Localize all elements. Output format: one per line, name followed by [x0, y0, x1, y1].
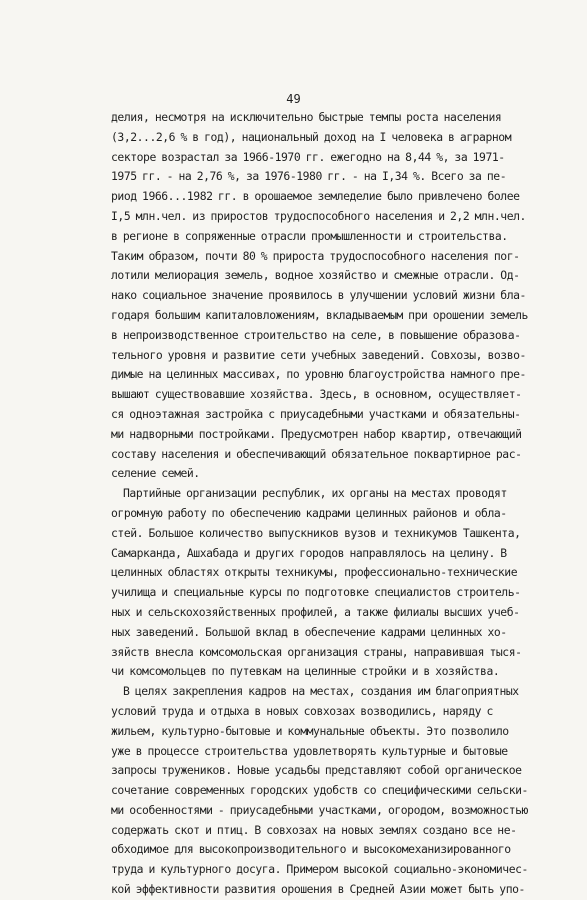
text-line: училища и специальные курсы по подготовке специалистов строитель- — [111, 585, 521, 600]
text-line: в непроизводственное строительство на селе, в повышение образова- — [111, 327, 521, 342]
text-line: годаря большим капиталовложениям, вкладываемым при орошении земель — [111, 307, 528, 322]
text-line: сочетание современных городских удобств со специфическими сельски- — [111, 783, 528, 798]
body-text — [111, 108, 573, 900]
text-line: (3,2...2,6 % в год), национальный доход на I человека в аграрном — [111, 129, 512, 144]
text-line: ных и сельскохозяйственных профилей, а также филиалы высших учеб- — [111, 604, 520, 619]
text-line: запросы тружеников. Новые усадьбы представляют собой органическое — [111, 763, 522, 778]
text-line: тельного уровня и развитие сети учебных заведений. Совхозы, возво- — [111, 347, 526, 362]
text-line: чи комсомольцев по путевкам на целинные стройки и в хозяйства. — [111, 664, 500, 679]
text-line: стей. Большое количество выпускников вузов и техникумов Ташкента, — [111, 525, 521, 540]
text-line: в регионе в сопряженные отрасли промышленности и строительства. — [111, 228, 508, 243]
text-line: ных заведений. Большой вклад в обеспечение кадрами целинных хо- — [111, 624, 507, 639]
text-line: огромную работу по обеспечению кадрами целинных районов и обла- — [111, 505, 507, 520]
text-line: ми особенностями - приусадебными участками, огородом, возможностью — [111, 802, 528, 817]
text-line: Самарканда, Ашхабада и других городов направлялось на целину. В — [111, 545, 507, 560]
text-line: делия, несмотря на исключительно быстрые темпы роста населения — [111, 110, 502, 124]
text-line: составу населения и обеспечивающий обязательное поквартирное рас- — [111, 446, 522, 461]
text-line: условий труда и отдыха в новых совхозах возводились, наряду с — [111, 703, 493, 718]
text-line: риод 1966...1982 гг. в орошаемое земледелие было привлечено более — [111, 189, 520, 204]
text-line: ми надворными постройками. Предусмотрен набор квартир, отвечающий — [111, 426, 522, 441]
text-line: зяйств внесла комсомольская организация страны, направившая тыся- — [111, 644, 522, 659]
text-line: В целях закрепления кадров на местах, создания им благоприятных — [123, 684, 519, 699]
text-line: селение семей. — [111, 466, 200, 481]
text-line: I,5 млн.чел. из приростов трудоспособного населения и 2,2 млн.чел. — [111, 208, 526, 223]
page-number: 49 — [286, 92, 301, 106]
text-line: 1975 гг. - на 2,76 %, за 1976-1980 гг. - на I,34 %. Всего за пе- — [111, 169, 507, 184]
text-line: ся одноэтажная застройка с приусадебными участками и обязательны- — [111, 406, 521, 421]
text-line: Таким образом, почти 80 % прироста трудоспособного населения пог- — [111, 248, 520, 263]
text-line: димые на целинных массивах, по уровню благоустройства намного пре- — [111, 367, 526, 382]
text-line: секторе возрастал за 1966-1970 гг. ежегодно на 8,44 %, за 1971- — [111, 149, 505, 164]
text-line: уже в процессе строительства удовлетворять культурные и бытовые — [111, 743, 508, 758]
text-line: обходимое для высокопроизводительного и высокомеханизированного — [111, 842, 511, 857]
text-line: Партийные организации республик, их органы на местах проводят — [123, 486, 507, 501]
text-line: нако социальное значение проявилось в улучшении условий жизни бла- — [111, 288, 526, 303]
text-line: кой эффективности развития орошения в Средней Азии может быть упо- — [111, 882, 525, 897]
text-line: содержать скот и птиц. В совхозах на новых землях создано все не- — [111, 822, 517, 837]
text-line: жильем, культурно-бытовые и коммунальные объекты. Это позволило — [111, 723, 509, 738]
text-line: вышают существовавшие хозяйства. Здесь, в основном, осуществляет- — [111, 387, 522, 402]
text-line: целинных областях открыты техникумы, профессионально-технические — [111, 565, 518, 580]
text-line: труда и культурного досуга. Примером высокой социально-экономичес- — [111, 862, 528, 877]
text-line: лотили мелиорация земель, водное хозяйство и смежные отрасли. Од- — [111, 268, 520, 283]
